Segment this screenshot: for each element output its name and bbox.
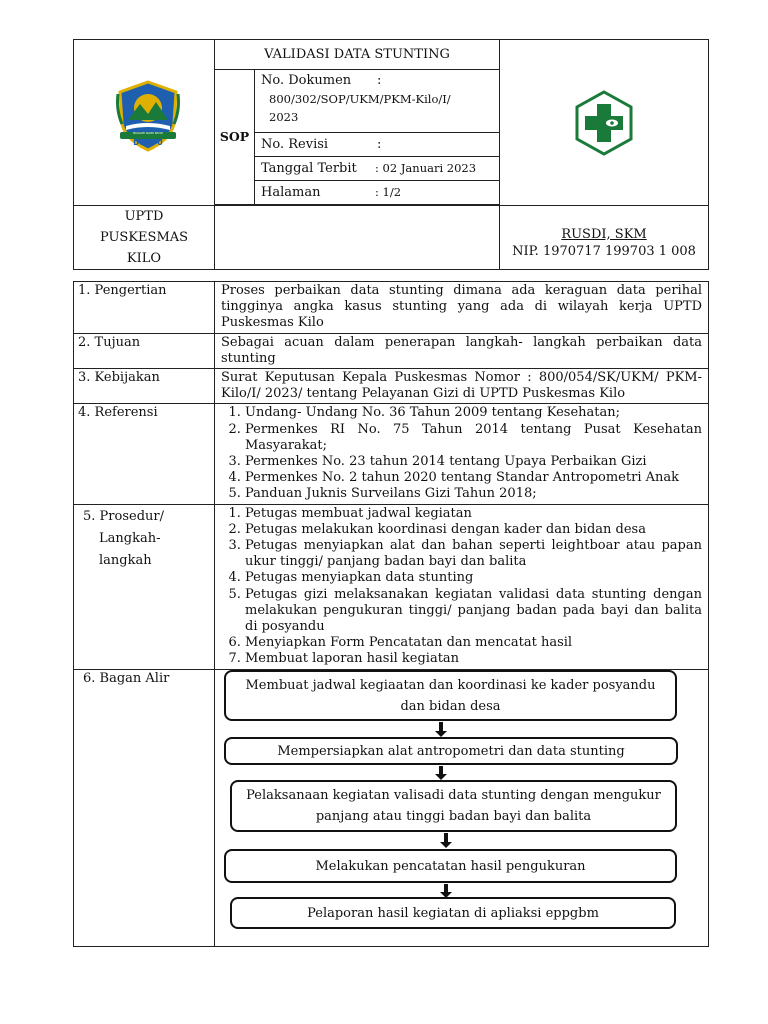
referensi-item: 3. Permenkes No. 23 tahun 2014 tentang Upaya Perbaikan Gizi (245, 454, 702, 470)
bagan-label: 6. Bagan Alir (74, 669, 215, 946)
header-table (73, 39, 709, 270)
referensi-item: 1. Undang- Undang No. 36 Tahun 2009 tentang Kesehatan; (245, 405, 702, 421)
flow-arrow-2 (439, 766, 443, 775)
prosedur-item: 3. Petugas menyiapkan alat dan bahan seperti leightboar atau papan ukur tinggi/ panjang badan bayi dan balita (245, 538, 702, 570)
doc-number-cell (255, 70, 500, 133)
doc-number-label: No. Dokumen (261, 73, 352, 88)
prosedur-item: 2. Petugas melakukan koordinasi dengan kader dan bidan desa (245, 522, 702, 538)
flow-step-2: Mempersiapkan alat antropometri dan data stunting (224, 737, 678, 765)
page-cell (255, 181, 500, 205)
page-value: : 1/2 (375, 185, 402, 199)
prosedur-list-cell (215, 504, 709, 669)
prosedur-label (74, 504, 215, 669)
sop-body-table (73, 281, 709, 947)
page-label: Halaman (261, 185, 321, 200)
prosedur-label-2: Langkah- (99, 530, 161, 546)
logo-dompu-text: DOMPU (133, 138, 163, 147)
revision-label: No. Revisi (261, 137, 329, 152)
referensi-label: 4. Referensi (74, 404, 215, 504)
signer-name: RUSDI, SKM (561, 226, 647, 242)
referensi-item: 4. Permenkes No. 2 tahun 2020 tentang Standar Antropometri Anak (245, 470, 702, 486)
referensi-item: 2. Permenkes RI No. 75 Tahun 2014 tentang Pusat Kesehatan Masyarakat; (245, 422, 702, 454)
org-line-1: UPTD (124, 209, 164, 224)
doc-number-value-1: 800/302/SOP/UKM/PKM-Kilo/I/ (269, 92, 451, 106)
flow-arrow-3 (444, 833, 448, 843)
signer-nip: NIP. 1970717 199703 1 008 (512, 243, 696, 259)
signer-cell (500, 206, 709, 270)
kebijakan-label: 3. Kebijakan (74, 369, 215, 404)
tujuan-label: 2. Tujuan (74, 333, 215, 368)
referensi-item: 5. Panduan Juknis Surveilans Gizi Tahun 2018; (245, 486, 702, 502)
pengertian-text: Proses perbaikan data stunting dimana ada keraguan data perihal tingginya angka kasus stunting yang ada di wilayah kerja UPTD Puskesmas Kilo (215, 282, 709, 334)
blank-cell (215, 206, 500, 270)
date-value: : 02 Januari 2023 (375, 161, 477, 175)
tujuan-text: Sebagai acuan dalam penerapan langkah- langkah perbaikan data stunting (215, 333, 709, 368)
date-cell (255, 157, 500, 181)
prosedur-item: 6. Menyiapkan Form Pencatatan dan mencatat hasil (245, 635, 702, 651)
flow-step-4: Melakukan pencatatan hasil pengukuran (224, 849, 677, 883)
right-logo-cell (500, 40, 709, 206)
flow-arrow-4 (444, 884, 448, 893)
doc-number-value-2: 2023 (269, 110, 299, 124)
org-line-3: KILO (126, 251, 162, 266)
prosedur-item: 4. Petugas menyiapkan data stunting (245, 570, 702, 586)
date-label: Tanggal Terbit (261, 161, 357, 176)
prosedur-label-3: langkah (99, 552, 152, 568)
logo-banner-text: NGGAHI RAWI PAHU (133, 130, 163, 135)
flow-step-1: Membuat jadwal kegiaatan dan koordinasi ke kader posyandu dan bidan desa (224, 670, 677, 721)
prosedur-item: 1. Petugas membuat jadwal kegiatan (245, 506, 702, 522)
flow-step-5: Pelaporan hasil kegiatan di apliaksi eppgbm (230, 897, 676, 929)
prosedur-item: 5. Petugas gizi melaksanakan kegiatan validasi data stunting dengan melakukan pengukuran tinggi/ panjang badan pada bayi dan balita di posyandu (245, 587, 702, 636)
referensi-list (221, 405, 702, 502)
pengertian-label: 1. Pengertian (74, 282, 215, 334)
sop-label (215, 70, 255, 205)
flow-step-3: Pelaksanaan kegiatan valisadi data stunting dengan mengukur panjang atau tinggi badan bayi dan balita (230, 780, 677, 832)
prosedur-label-1: 5. Prosedur/ (83, 508, 164, 524)
org-cell (74, 206, 215, 270)
doc-number-colon: : (377, 73, 382, 88)
sop-title: VALIDASI DATA STUNTING (215, 40, 500, 70)
org-line-2: PUSKESMAS (99, 230, 189, 245)
prosedur-item: 7. Membuat laporan hasil kegiatan (245, 651, 702, 667)
kebijakan-text: Surat Keputusan Kepala Puskesmas Nomor : 800/054/SK/UKM/ PKM-Kilo/I/ 2023/ tentang Pelayanan Gizi di UPTD Puskesmas Kilo (215, 369, 709, 404)
flow-arrow-1 (439, 722, 443, 732)
revision-cell (255, 133, 500, 157)
sop-label-text: SOP (219, 129, 250, 144)
left-logo-cell (74, 40, 215, 206)
referensi-list-cell (215, 404, 709, 504)
puskesmas-logo-icon (571, 90, 637, 156)
prosedur-list (221, 506, 702, 668)
revision-colon: : (377, 137, 382, 152)
